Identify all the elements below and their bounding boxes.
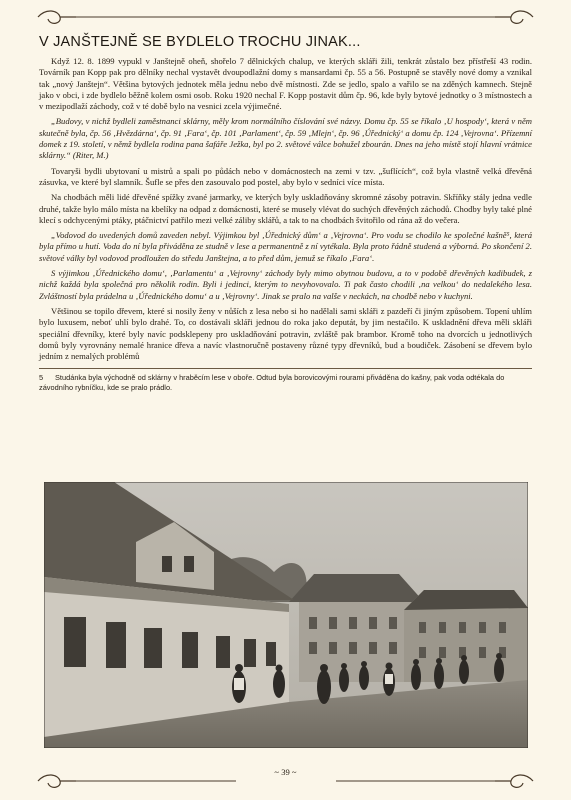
quote-paragraph: „Vodovod do uvedených domů zaveden nebyl. Výjimkou byl ‚Úřednický dům‘ a ‚Vejrovna‘. Pro vodu se chodilo ke společné kašně⁵, která byla přímo u hutí. Voda do ní byla přiváděna ze studně v lese a permanentně z ní vytékala. Byla proto řádně studená a výborná. Po skončení 2. světové války byl vodovod prodloužen do středu Janštejna, a to před dům, jemuž se říkalo ‚Fara‘. xyxy=(39,230,532,263)
footnote-divider xyxy=(39,368,532,369)
page-number: ~ 39 ~ xyxy=(274,767,297,777)
paragraph: Tovaryši bydli ubytovaní u mistrů a spali po půdách nebo v domácnostech na zemi v tzv. „šuflících“, což byla vlastně velká dřevěná zásuvka, ve které byl slamník. Šufle se přes den zasouvalo pod postel, aby bylo v sedníci více místa. xyxy=(39,165,532,187)
top-ornament xyxy=(36,6,535,28)
historical-photo xyxy=(44,482,528,748)
footnote xyxy=(39,373,532,393)
footnote-text: Studánka byla východně od sklárny v hraběcím lese v oboře. Odtud byla borovicovými rourami přiváděna do kašny, pak voda odtékala do závodního rybníčku, kde se pralo prádlo. xyxy=(39,373,505,393)
quote-paragraph: S výjimkou ‚Úřednického domu‘, ‚Parlamentu‘ a ‚Vejrovny‘ záchody byly mimo obytnou budovu, a to v podobě dřevěných kadibudek, z nichž každá byla společná pro několik rodin. Byli i jedinci, kterým to nevyhovovalo. Ti pak často chodili ‚na velkou‘ do nedalekého lesa. Zvláštností byla prádelna u ‚Úřednického domu‘ a u ‚Vejrovny‘. Jinak se pralo na valše v neckách, na chodbě nebo v kuchyni. xyxy=(39,268,532,301)
page-title: V JANŠTEJNĚ SE BYDLELO TROCHU JINAK... xyxy=(39,34,361,50)
footnote-number: 5 xyxy=(39,373,44,383)
article xyxy=(39,34,532,393)
street-photo-illustration xyxy=(44,482,528,748)
paragraph: Když 12. 8. 1899 vypukl v Janštejně oheň, shořelo 7 dělnických chalup, ve kterých skláři žili, tenkrát zůstalo bez přístřeší 43 rodin. Továrník pan Kopp pak pro dělníky nechal vystavět dvoupodlažní domy s mansardami čp. 55 a 56. Postupně se stavěly nové domy a vznikal tak „nový Janštejn“. Většina bytových jednotek měla jednu nebo dvě místnosti. Zde se jedlo, spalo a vařilo se na zděných kamnech. Stejně jako v obci, i zde bydlelo běžně kolem osmi osob. Roku 1920 nechal F. Kopp postavit dům čp. 96, kde byly bytové jednotky o 3 místnostech a v mezipodlaží záchody, což v té době bylo na vesnici zcela výjimečné. xyxy=(39,56,532,112)
paragraph: Většinou se topilo dřevem, které si nosily ženy v nůších z lesa nebo si ho nadělali sami skláři z pazdeří či jiným způsobem. Topení uhlím bylo luxusem, neboť uhlí bylo drahé. To, co dostávali skláři jednou do roka jako deputát, by jim nestačilo. K uskladnění dřeva měli skláři speciální dřevníky, které byly navíc podsklepeny pro uskladňování potravin, zvláště pak brambor. Kromě toho na dvorcích u jednotlivých domů byly vyrovnány nemalé hranice dřeva a navíc vlastnoručně postaveny různé typy dřevníků, bud a boudiček. Zásobení se dřevem bylo jedním z nemalých problémů xyxy=(39,305,532,362)
quote-paragraph: „Budovy, v nichž bydleli zaměstnanci sklárny, měly krom normálního číslování své názvy. Domu čp. 55 se říkalo ‚U hospody‘, která v něm skutečně byla, čp. 56 ‚Hvězdárna‘, čp. 91 ‚Fara‘, čp. 101 ‚Parlament‘, čp. 59 ‚Mlejn‘, čp. 96 ‚Úřednický‘ a domu čp. 124 ‚Vejrovna‘. Přízemní domek z 19. století, v němž bydlela rodina pana šafáře Ježka, byl po 2. světové válce bohužel zbourán. Dnes na jeho místě stojí hlavní vrátnice sklárny.“ (Riter, M.) xyxy=(39,116,532,161)
paragraph: Na chodbách měli lidé dřevěné spížky zvané jarmarky, ve kterých byly uskladňovány skromné zásoby potravin. Skříňky stály jedna vedle druhé, takže bylo málo místa na kbelíky na odpad z domácnosti, které se musely vlévat do suchých dřevěných záchodů. Chodby byly také plné klecí s odchycenými ptáky, ptáčnictví patřilo mezi velké záliby sklářů, a tak to na chodbách švitořilo od rána až do večera. xyxy=(39,192,532,225)
